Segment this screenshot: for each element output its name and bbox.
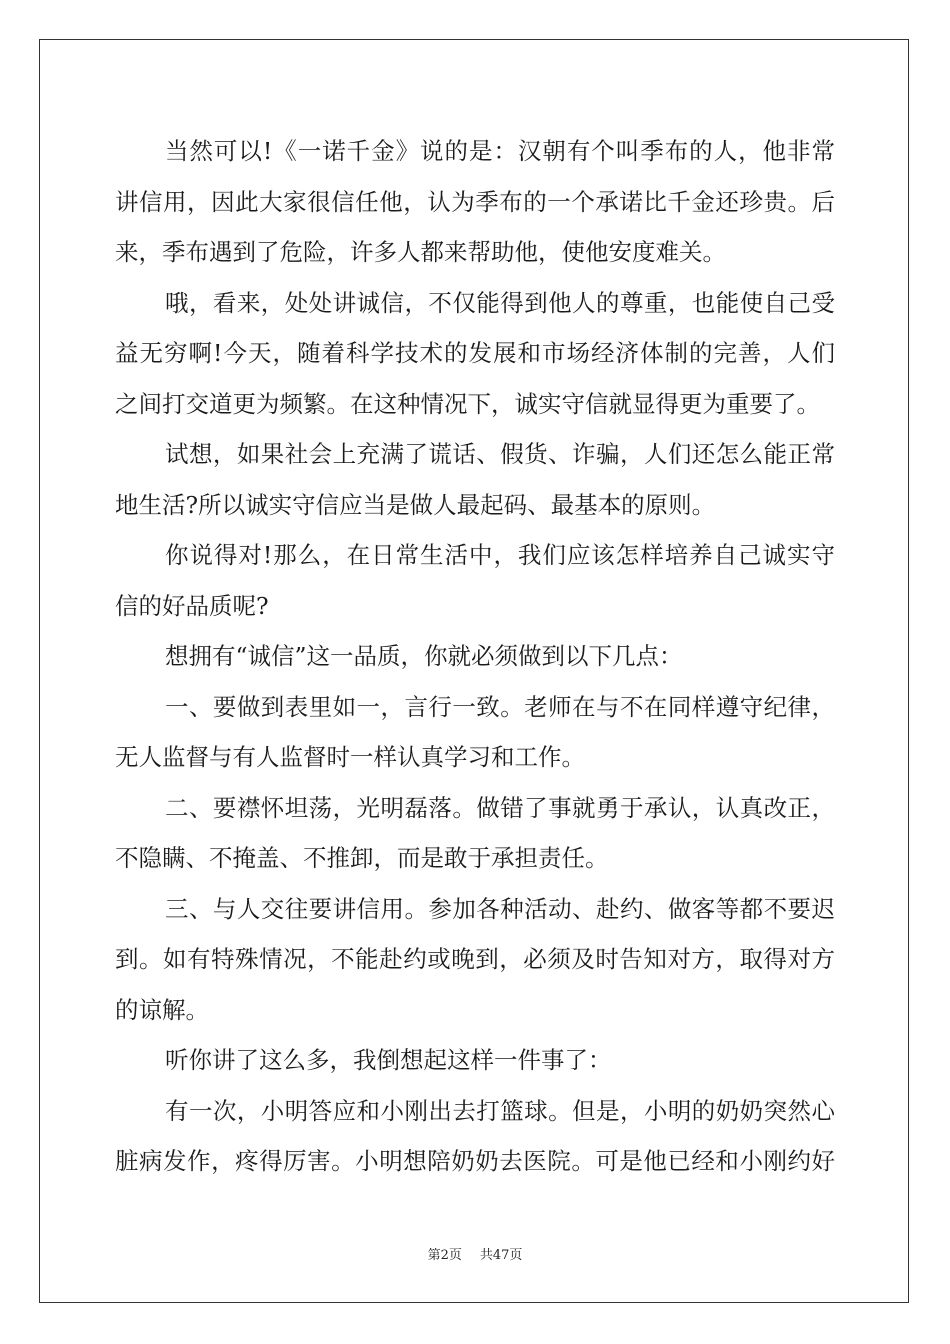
text-line: 不隐瞒、不掩盖、不推卸，而是敢于承担责任。 (115, 844, 609, 872)
text-line: 的谅解。 (115, 995, 209, 1024)
text-line: 益无穷啊!今天，随着科学技术的发展和市场经济体制的完善，人们 (115, 339, 835, 367)
text-line: 试想，如果社会上充满了谎话、假货、诈骗，人们还怎么能正常 (165, 440, 835, 468)
text-line: 到。如有特殊情况，不能赴约或晚到，必须及时告知对方，取得对方 (115, 945, 835, 973)
text-line: 信的好品质呢? (115, 591, 269, 620)
document-body (115, 126, 835, 1187)
text-line: 有一次，小明答应和小刚出去打篮球。但是，小明的奶奶突然心 (165, 1096, 835, 1125)
text-line: 来，季布遇到了危险，许多人都来帮助他，使他安度难关。 (115, 238, 726, 266)
text-line: 二、要襟怀坦荡，光明磊落。做错了事就勇于承认，认真改正， (165, 793, 835, 822)
text-line: 地生活?所以诚实守信应当是做人最起码、最基本的原则。 (115, 490, 716, 519)
text-line: 想拥有“诚信”这一品质，你就必须做到以下几点： (165, 642, 683, 670)
text-line: 三、与人交往要讲信用。参加各种活动、赴约、做客等都不要迟 (165, 894, 835, 923)
text-line: 听你讲了这么多，我倒想起这样一件事了： (165, 1046, 612, 1074)
text-line: 无人监督与有人监督时一样认真学习和工作。 (115, 743, 585, 771)
page-number: 第2页 (427, 1248, 462, 1263)
text-line: 你说得对!那么，在日常生活中，我们应该怎样培养自己诚实守 (165, 541, 835, 569)
page-footer (0, 1244, 950, 1263)
text-line: 当然可以!《一诺千金》说的是：汉朝有个叫季布的人，他非常 (165, 137, 835, 165)
text-line: 脏病发作，疼得厉害。小明想陪奶奶去医院。可是他已经和小刚约好 (115, 1147, 835, 1175)
page-total: 共47页 (479, 1248, 523, 1263)
text-line: 之间打交道更为频繁。在这种情况下，诚实守信就显得更为重要了。 (115, 389, 820, 418)
text-line: 讲信用，因此大家很信任他，认为季布的一个承诺比千金还珍贵。后 (115, 187, 835, 216)
text-line: 哦，看来，处处讲诚信，不仅能得到他人的尊重，也能使自己受 (165, 288, 835, 317)
text-line: 一、要做到表里如一，言行一致。老师在与不在同样遵守纪律， (165, 692, 835, 721)
